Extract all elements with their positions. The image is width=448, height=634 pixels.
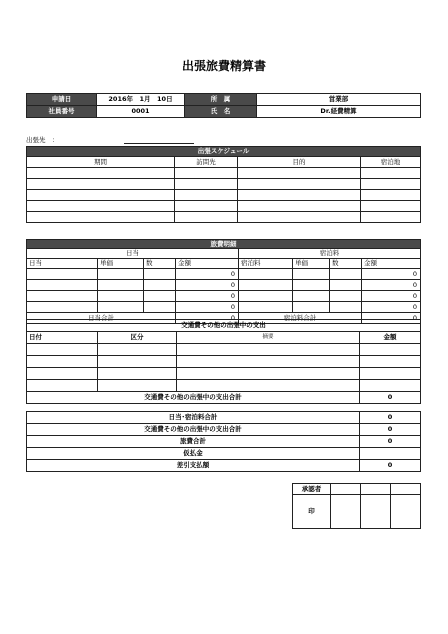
destination-line[interactable] bbox=[124, 143, 194, 144]
table-row[interactable] bbox=[27, 368, 421, 380]
summary-label: 日当･宿泊料合計 bbox=[27, 412, 360, 424]
summary-value[interactable] bbox=[360, 448, 421, 460]
expense-detail-table bbox=[26, 239, 421, 324]
daily-col-amount: 金額 bbox=[176, 259, 239, 269]
table-row[interactable] bbox=[27, 269, 421, 280]
transport-title: 交通費その他の出張中の支出 bbox=[27, 320, 421, 332]
lodging-label: 宿泊料 bbox=[239, 249, 421, 259]
table-row[interactable] bbox=[27, 356, 421, 368]
table-row[interactable] bbox=[27, 179, 421, 190]
schedule-col-period: 期間 bbox=[27, 157, 175, 168]
daily-amount: 0 bbox=[176, 269, 239, 280]
daily-allowance-label: 日当 bbox=[27, 249, 239, 259]
approver-label: 承認者 bbox=[293, 484, 331, 495]
daily-total-label: 日当合計 bbox=[27, 313, 176, 324]
expense-title: 旅費明細 bbox=[27, 240, 421, 249]
table-row[interactable] bbox=[27, 291, 421, 302]
summary-label: 仮払金 bbox=[27, 448, 360, 460]
approval-cell[interactable] bbox=[361, 484, 391, 495]
lodging-amount: 0 bbox=[362, 280, 421, 291]
page-title: 出張旅費精算書 bbox=[181, 59, 266, 73]
schedule-col-lodging: 宿泊地 bbox=[361, 157, 421, 168]
transport-total-value: 0 bbox=[360, 392, 421, 404]
schedule-col-purpose: 目的 bbox=[238, 157, 361, 168]
lodging-col-count: 数 bbox=[330, 259, 362, 269]
employee-number-label: 社員番号 bbox=[27, 106, 97, 118]
table-row[interactable] bbox=[27, 380, 421, 392]
summary-value: 0 bbox=[360, 436, 421, 448]
daily-amount: 0 bbox=[176, 302, 239, 313]
transport-expense-table bbox=[26, 319, 421, 404]
lodging-amount: 0 bbox=[362, 302, 421, 313]
table-row[interactable] bbox=[27, 190, 421, 201]
transport-col-category: 区分 bbox=[98, 332, 177, 344]
lodging-total-value: 0 bbox=[362, 313, 421, 324]
seal-cell[interactable] bbox=[331, 495, 361, 529]
lodging-amount: 0 bbox=[362, 291, 421, 302]
destination-label: 出張先 ： bbox=[26, 136, 59, 144]
lodging-col-unit: 単価 bbox=[293, 259, 330, 269]
apply-date-value[interactable]: 2016年 1月 10日 bbox=[97, 94, 185, 106]
summary-value: 0 bbox=[360, 460, 421, 472]
table-row[interactable] bbox=[27, 168, 421, 179]
daily-col-unit: 単価 bbox=[98, 259, 144, 269]
schedule-col-visit: 訪問先 bbox=[175, 157, 238, 168]
daily-amount: 0 bbox=[176, 291, 239, 302]
approval-cell[interactable] bbox=[331, 484, 361, 495]
table-row[interactable] bbox=[27, 280, 421, 291]
seal-cell[interactable] bbox=[391, 495, 421, 529]
table-row[interactable] bbox=[27, 212, 421, 223]
table-row[interactable] bbox=[27, 201, 421, 212]
approval-cell[interactable] bbox=[391, 484, 421, 495]
lodging-total-label: 宿泊料合計 bbox=[239, 313, 362, 324]
schedule-title: 出張スケジュール bbox=[27, 147, 421, 157]
table-row[interactable] bbox=[27, 302, 421, 313]
daily-amount: 0 bbox=[176, 280, 239, 291]
dept-label: 所 属 bbox=[185, 94, 257, 106]
dept-value[interactable]: 営業部 bbox=[257, 94, 421, 106]
table-row[interactable] bbox=[27, 344, 421, 356]
approval-table bbox=[292, 483, 421, 529]
summary-table bbox=[26, 411, 421, 472]
summary-label: 差引支払額 bbox=[27, 460, 360, 472]
applicant-info-table bbox=[26, 93, 421, 118]
seal-cell[interactable] bbox=[361, 495, 391, 529]
summary-value: 0 bbox=[360, 412, 421, 424]
summary-value: 0 bbox=[360, 424, 421, 436]
apply-date-label: 申請日 bbox=[27, 94, 97, 106]
transport-col-description: 摘要 bbox=[177, 332, 360, 344]
transport-col-date: 日付 bbox=[27, 332, 98, 344]
employee-number-value[interactable]: 0001 bbox=[97, 106, 185, 118]
daily-col-item: 日当 bbox=[27, 259, 98, 269]
seal-label: 印 bbox=[293, 495, 331, 529]
lodging-amount: 0 bbox=[362, 269, 421, 280]
name-value[interactable]: Dr.経費精算 bbox=[257, 106, 421, 118]
daily-total-value: 0 bbox=[176, 313, 239, 324]
schedule-table bbox=[26, 146, 421, 223]
daily-col-count: 数 bbox=[144, 259, 176, 269]
lodging-col-amount: 金額 bbox=[362, 259, 421, 269]
lodging-col-item: 宿泊料 bbox=[239, 259, 293, 269]
summary-label: 交通費その他の出張中の支出合計 bbox=[27, 424, 360, 436]
transport-total-label: 交通費その他の出張中の支出合計 bbox=[27, 392, 360, 404]
summary-label: 旅費合計 bbox=[27, 436, 360, 448]
transport-col-amount: 金額 bbox=[360, 332, 421, 344]
name-label: 氏 名 bbox=[185, 106, 257, 118]
